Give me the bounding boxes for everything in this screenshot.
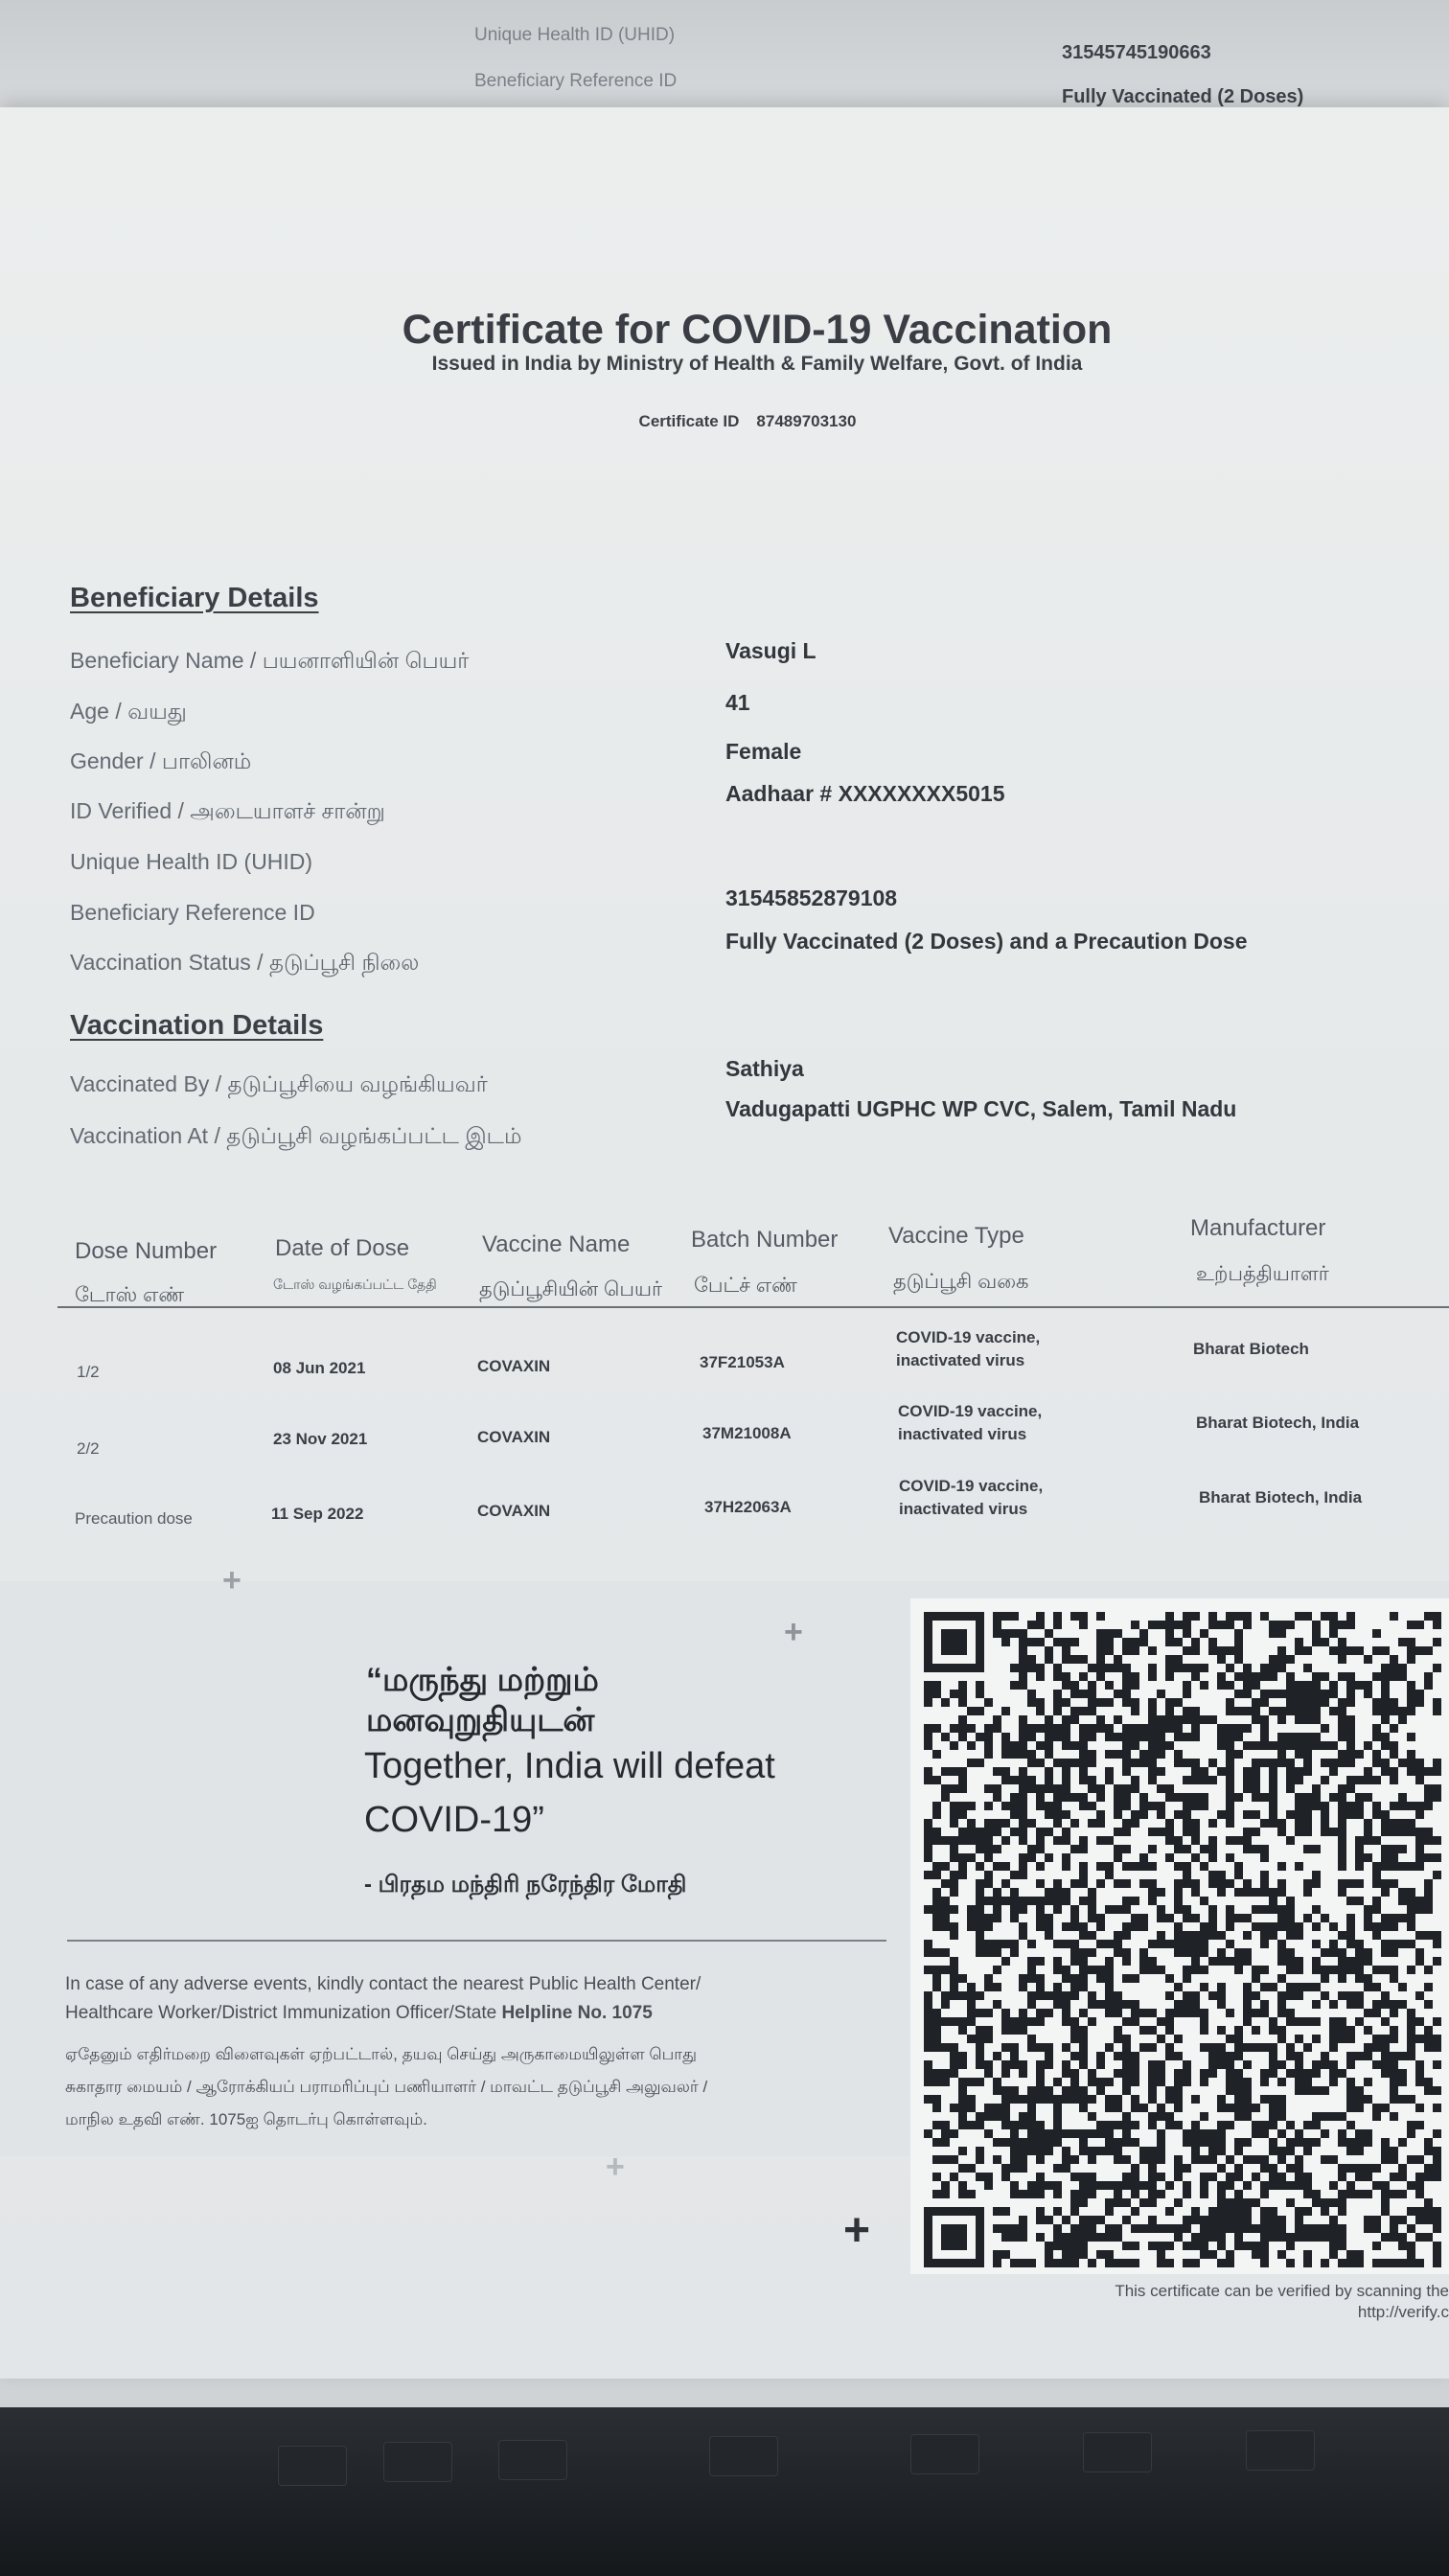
row1-date: 08 Jun 2021 <box>273 1359 366 1377</box>
certificate-id-value: 87489703130 <box>756 412 857 430</box>
col-header-ta-vaccine-name: தடுப்பூசியின் பெயர் <box>479 1278 662 1300</box>
field-value-name: Vasugi L <box>725 638 816 663</box>
certificate-id-label: Certificate ID <box>638 412 740 430</box>
row2-vaccine-name: COVAXIN <box>477 1428 551 1446</box>
row2-date: 23 Nov 2021 <box>273 1430 368 1448</box>
certificate-subtitle: Issued in India by Ministry of Health & Family Welfare, Govt. of India <box>431 353 1083 375</box>
row1-vaccine-type-line1: COVID-19 vaccine, <box>896 1328 1041 1346</box>
decorative-plus-icon: + <box>606 2149 625 2185</box>
row3-vaccine-name: COVAXIN <box>477 1502 551 1520</box>
certificate-title: Certificate for COVID-19 Vaccination <box>402 307 1113 353</box>
adverse-events-note-tamil-line2: சுகாதார மையம் / ஆரோக்கியப் பராமரிப்புப் பணியாளர் / மாவட்ட தடுப்பூசி அலுவலர் / <box>65 2078 708 2096</box>
row3-vaccine-type <box>899 1475 1043 1521</box>
col-header-ta-date: டோஸ் வழங்கப்பட்ட தேதி <box>273 1276 437 1292</box>
adverse-events-note-line1: In case of any adverse events, kindly contact the nearest Public Health Center/ <box>65 1974 702 1994</box>
field-label-vaccination-at: Vaccination At / தடுப்பூசி வழங்கப்பட்ட இடம் <box>70 1123 522 1148</box>
row3-date: 11 Sep 2022 <box>271 1505 364 1523</box>
row3-dose: Precaution dose <box>75 1509 193 1528</box>
row3-manufacturer: Bharat Biotech, India <box>1199 1488 1363 1506</box>
field-label-gender: Gender / பாலினம் <box>70 748 252 773</box>
row1-vaccine-type-line2: inactivated virus <box>896 1351 1025 1369</box>
row1-vaccine-name: COVAXIN <box>477 1357 551 1375</box>
quote-english-line1: Together, India will defeat <box>364 1746 775 1786</box>
row2-manufacturer: Bharat Biotech, India <box>1196 1414 1360 1432</box>
row3-vaccine-type-line1: COVID-19 vaccine, <box>899 1477 1044 1495</box>
verification-note-line1: This certificate can be verified by scanning the <box>1115 2282 1449 2300</box>
adverse-events-note-tamil-line1: ஏதேனும் எதிர்மறை விளைவுகள் ஏற்பட்டால், தயவு செய்து அருகாமையிலுள்ள பொது <box>65 2045 697 2063</box>
row1-vaccine-type <box>896 1326 1040 1372</box>
field-value-gender: Female <box>725 739 802 764</box>
row3-vaccine-type-line2: inactivated virus <box>899 1500 1028 1518</box>
decorative-plus-icon: + <box>222 1562 242 1598</box>
section-divider <box>67 1940 886 1942</box>
laptop-keyboard-area <box>0 2407 1449 2576</box>
qr-code <box>910 1598 1449 2274</box>
col-header-vaccine-name: Vaccine Name <box>482 1231 631 1257</box>
qr-code-image <box>910 1598 1449 2274</box>
field-value-id-verified: Aadhaar # XXXXXXXX5015 <box>725 781 1005 806</box>
table-header-rule <box>58 1306 1449 1308</box>
row1-batch: 37F21053A <box>700 1353 785 1371</box>
quote-attribution: - பிரதம மந்திரி நரேந்திர மோதி <box>364 1872 687 1898</box>
row2-batch: 37M21008A <box>702 1424 792 1442</box>
row1-manufacturer: Bharat Biotech <box>1193 1340 1309 1358</box>
vaccination-details-heading: Vaccination Details <box>70 1010 324 1041</box>
adverse-events-note-tamil-line3: மாநில உதவி எண். 1075ஐ தொடர்பு கொள்ளவும். <box>65 2110 427 2128</box>
col-header-vaccine-type: Vaccine Type <box>888 1223 1024 1249</box>
col-header-ta-batch: பேட்ச் எண் <box>694 1275 797 1297</box>
field-label-reference-id: Beneficiary Reference ID <box>70 900 315 925</box>
field-label-vaccinated-by: Vaccinated By / தடுப்பூசியை வழங்கியவர் <box>70 1071 488 1096</box>
keyboard-key <box>1083 2432 1152 2472</box>
quote-tamil-line2: மனவுறுதியுடன் <box>366 1702 595 1738</box>
col-header-date: Date of Dose <box>275 1235 410 1261</box>
row2-vaccine-type <box>898 1400 1042 1446</box>
adverse-events-note-line2-text: Healthcare Worker/District Immunization Officer/State <box>65 2003 502 2023</box>
beneficiary-details-heading: Beneficiary Details <box>70 583 319 613</box>
verification-note <box>958 2281 1449 2323</box>
keyboard-key <box>1246 2430 1315 2471</box>
col-header-ta-vaccine-type: தடுப்பூசி வகை <box>893 1271 1029 1293</box>
field-value-vaccination-at: Vadugapatti UGPHC WP CVC, Salem, Tamil Nadu <box>725 1096 1237 1121</box>
keyboard-key <box>709 2436 778 2476</box>
under-status-value: Fully Vaccinated (2 Doses) <box>1062 86 1304 107</box>
helpline-number: Helpline No. 1075 <box>501 2003 653 2023</box>
decorative-plus-icon: + <box>843 2205 871 2256</box>
col-header-dose-number: Dose Number <box>75 1238 218 1264</box>
quote-english-line2: COVID-19” <box>364 1800 544 1840</box>
verification-url: http://verify.c <box>1357 2303 1449 2321</box>
row2-vaccine-type-line2: inactivated virus <box>898 1425 1027 1443</box>
col-header-batch: Batch Number <box>691 1227 839 1253</box>
field-label-id-verified: ID Verified / அடையாளச் சான்று <box>70 798 385 823</box>
col-header-ta-dose-number: டோஸ் எண் <box>75 1284 185 1306</box>
row1-dose: 1/2 <box>77 1363 100 1381</box>
col-header-manufacturer: Manufacturer <box>1190 1215 1326 1241</box>
field-value-vaccination-status: Fully Vaccinated (2 Doses) and a Precaution Dose <box>725 929 1248 954</box>
field-label-uhid: Unique Health ID (UHID) <box>70 849 313 874</box>
field-label-name: Beneficiary Name / பயனாளியின் பெயர் <box>70 648 470 673</box>
field-label-vaccination-status: Vaccination Status / தடுப்பூசி நிலை <box>70 950 420 975</box>
field-value-age: 41 <box>725 690 750 715</box>
keyboard-key <box>498 2440 567 2480</box>
keyboard-key <box>278 2446 347 2486</box>
under-uhid-label: Unique Health ID (UHID) <box>474 25 676 45</box>
decorative-plus-icon: + <box>784 1614 803 1650</box>
under-ref-value: 31545745190663 <box>1062 42 1211 63</box>
keyboard-key <box>910 2434 979 2474</box>
row3-batch: 37H22063A <box>704 1498 792 1516</box>
col-header-ta-manufacturer: உற்பத்தியாளர் <box>1196 1263 1329 1285</box>
certificate-id <box>537 412 958 431</box>
under-ref-label: Beneficiary Reference ID <box>474 71 678 91</box>
row2-dose: 2/2 <box>77 1439 100 1458</box>
row2-vaccine-type-line1: COVID-19 vaccine, <box>898 1402 1043 1420</box>
adverse-events-note-line2 <box>65 2003 653 2024</box>
field-label-age: Age / வயது <box>70 699 187 724</box>
quote-tamil-line1: “மருந்து மற்றும் <box>366 1662 599 1698</box>
keyboard-key <box>383 2442 452 2482</box>
field-value-vaccinated-by: Sathiya <box>725 1056 804 1081</box>
field-value-reference-id: 31545852879108 <box>725 886 898 910</box>
